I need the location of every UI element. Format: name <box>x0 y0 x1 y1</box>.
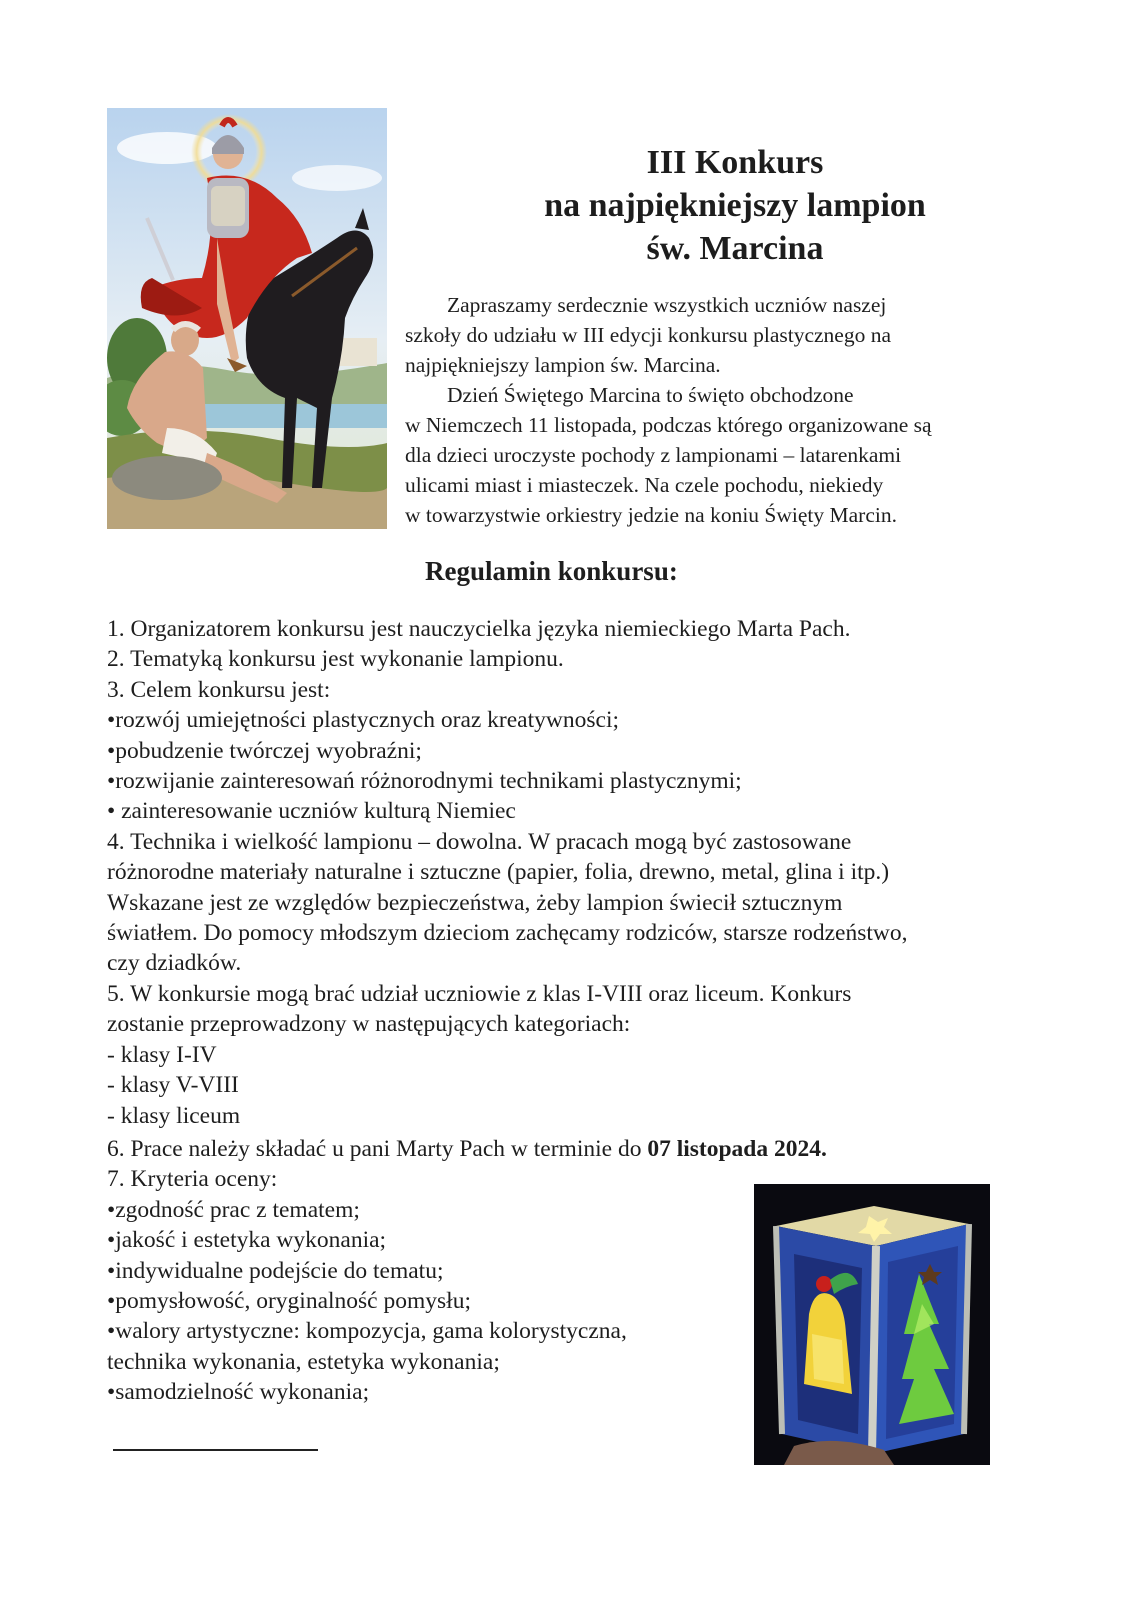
intro-line: szkoły do udziału w III edycji konkursu plastycznego na <box>405 323 892 347</box>
rule-line: •rozwijanie zainteresowań różnorodnymi technikami plastycznymi; <box>107 768 742 795</box>
rule-line: 3. Celem konkursu jest: <box>107 676 331 703</box>
intro-line: w Niemczech 11 listopada, podczas którego organizowane są <box>405 413 932 437</box>
intro-paragraph <box>405 290 1025 530</box>
deadline-line <box>107 1134 1037 1164</box>
criteria-line: •pomysłowość, oryginalność pomysłu; <box>107 1287 471 1314</box>
criteria-line: •indywidualne podejście do tematu; <box>107 1257 444 1284</box>
rule-line: czy dziadków. <box>107 950 242 977</box>
rule-line: 4. Technika i wielkość lampionu – dowolna. W pracach mogą być zastosowane <box>107 828 852 855</box>
criteria-line: •samodzielność wykonania; <box>107 1379 370 1406</box>
rules-heading: Regulamin konkursu: <box>425 556 678 586</box>
criteria-line: •jakość i estetyka wykonania; <box>107 1227 387 1254</box>
rule-line: światłem. Do pomocy młodszym dzieciom zachęcamy rodziców, starsze rodzeństwo, <box>107 920 908 947</box>
criteria-line: •walory artystyczne: kompozycja, gama kolorystyczna, <box>107 1318 627 1345</box>
intro-line: Zapraszamy serdecznie wszystkich uczniów naszej <box>447 293 887 317</box>
page-title <box>500 141 970 270</box>
rule-line: 1. Organizatorem konkursu jest nauczycielka języka niemieckiego Marta Pach. <box>107 616 851 642</box>
criteria-line: technika wykonania, estetyka wykonania; <box>107 1348 500 1375</box>
lantern-photo <box>754 1184 990 1465</box>
deadline-date: 07 listopada 2024. <box>647 1135 827 1162</box>
title-line-3: św. Marcina <box>646 230 824 267</box>
rule-line: •pobudzenie twórczej wyobraźni; <box>107 737 422 764</box>
intro-line: dla dzieci uroczyste pochody z lampionami – latarenkami <box>405 443 902 467</box>
title-line-2: na najpiękniejszy lampion <box>544 187 926 224</box>
rule-line: - klasy V-VIII <box>107 1072 239 1099</box>
intro-line: ulicami miast i miasteczek. Na czele pochodu, niekiedy <box>405 473 884 497</box>
intro-line: w towarzystwie orkiestry jedzie na koniu Święty Marcin. <box>405 503 897 527</box>
intro-line: Dzień Świętego Marcina to święto obchodzone <box>447 383 854 407</box>
rule-line: 2. Tematyką konkursu jest wykonanie lampionu. <box>107 646 564 673</box>
signature-line <box>113 1449 318 1451</box>
saint-martin-illustration <box>107 108 387 529</box>
rule-line: •rozwój umiejętności plastycznych oraz kreatywności; <box>107 707 619 734</box>
rule-line: Wskazane jest ze względów bezpieczeństwa, żeby lampion świecił sztucznym <box>107 889 843 916</box>
rule-line: - klasy liceum <box>107 1102 241 1129</box>
rule-line: 5. W konkursie mogą brać udział uczniowie z klas I-VIII oraz liceum. Konkurs <box>107 980 852 1007</box>
rule-line: zostanie przeprowadzony w następujących kategoriach: <box>107 1011 631 1038</box>
rule-line: • zainteresowanie uczniów kulturą Niemiec <box>107 798 516 825</box>
rule-line: różnorodne materiały naturalne i sztuczne (papier, folia, drewno, metal, glina i itp.) <box>107 859 890 886</box>
title-line-1: III Konkurs <box>646 144 824 181</box>
rule-line: - klasy I-IV <box>107 1041 217 1068</box>
criteria-line: •zgodność prac z tematem; <box>107 1196 360 1223</box>
intro-line: najpiękniejszy lampion św. Marcina. <box>405 353 721 377</box>
criteria-line: 7. Kryteria oceny: <box>107 1166 278 1193</box>
deadline-text: 6. Prace należy składać u pani Marty Pach w terminie do <box>107 1135 648 1162</box>
